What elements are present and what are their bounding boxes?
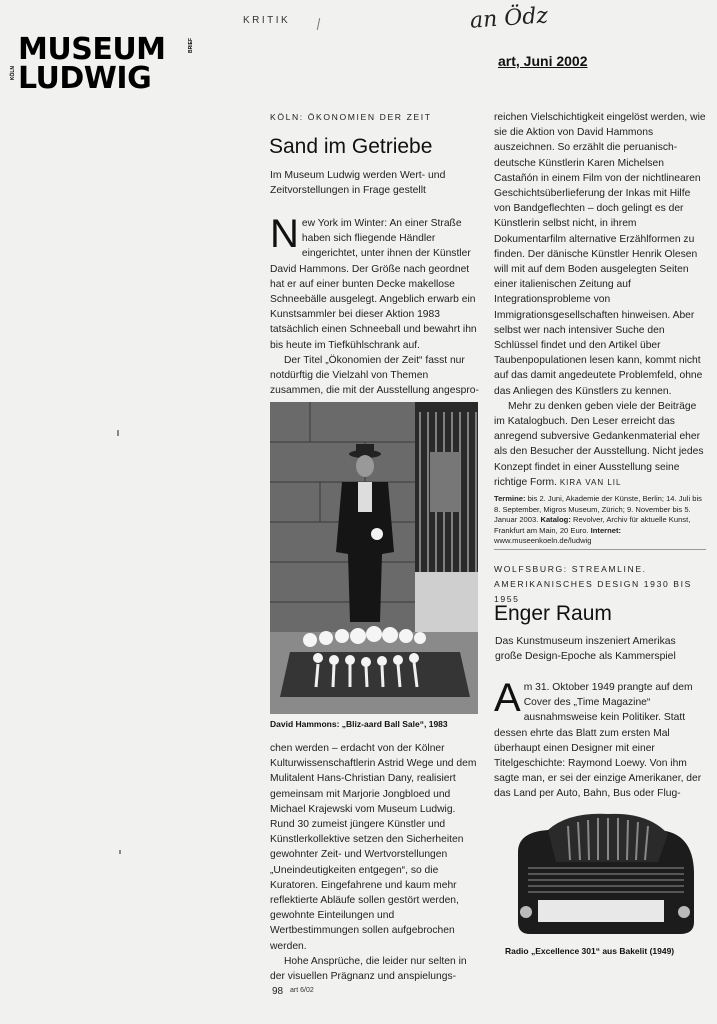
hammons-photo-illustration	[270, 402, 478, 714]
section-label: KRITIK	[243, 15, 291, 26]
info-internet-label: Internet:	[590, 525, 622, 535]
info-termine: bis 2. Juni, Akademie der Künste, Berlin; 14. Juli bis 8. September, Migros Museum, Zürich; 9. November bis 5. Januar 2003.	[494, 494, 702, 525]
article1-title: Sand im Getriebe	[269, 135, 433, 158]
radio-illustration	[508, 812, 702, 942]
publication-date: art, Juni 2002	[498, 53, 588, 69]
logo-tag-right: BRIEF	[188, 38, 194, 53]
article1-paragraph-3: chen werden – erdacht von der Kölner Kulturwissenschaftlerin Astrid Wege und dem Mulitalent Hans-Christian Dany, realisiert gemeinsam mit Marjorie Jongbloed und Michael Krajewski vom Museum Ludwig. Rund 30 zumeist jüngere Künstler und Künstlerkollektive setzen den Sicherheiten gewohnter Zeit- und Wertvorstellungen „Uneindeutigkeiten entgegen“, so die Kuratoren. Eingefahrene und kaum mehr reflektierte Abläufe sollen gestört werden, gewohnte Einteilungen und Wertbestimmungen sollen aufgebrochen werden.	[270, 743, 477, 952]
article1-continued	[270, 741, 480, 984]
article1-intro	[270, 212, 480, 398]
hammons-photo	[270, 402, 478, 714]
article1-paragraph-1	[270, 212, 480, 353]
article1-p1-text: ew York im Winter: An einer Straße haben sich fliegende Händler eingerichtet, unter ihnen der Künstler David Hammons. Der Größe nach geordnet hat er auf einer bunten Decke makellose Schneebälle ausgelegt. Angeblich erwarb ein Kunstsammler bei dieser Aktion 1983 tatsächlich einen Schneeball und bewahrt ihn bis heute im Tiefkühlschrank auf.	[270, 218, 477, 351]
article1-p6-text: Mehr zu denken geben viele der Beiträge im Katalogbuch. Den Leser erreicht das anregend subversive Gedankenmaterial eher als den Besucher der Ausstellung. Nicht jedes Konzept findet in einer Ausstellung seine richtige Form.	[494, 400, 704, 488]
author-signature: KIRA VAN LIL	[559, 477, 622, 487]
stray-mark	[117, 430, 119, 436]
hammons-photo-caption: David Hammons: „Bliz-aard Ball Sale“, 1983	[270, 719, 448, 729]
article1-column2	[494, 110, 706, 547]
handwritten-note: an Ödz	[469, 3, 549, 34]
info-internet: www.museenkoeln.de/ludwig	[494, 536, 592, 546]
article1-info-box	[494, 494, 706, 547]
logo-tag-left: KÖLN	[10, 66, 16, 81]
article1-paragraph-6	[494, 399, 706, 490]
page-number: 98	[272, 986, 284, 997]
article1-subtitle: Im Museum Ludwig werden Wert- und Zeitvorstellungen in Frage gestellt	[270, 170, 446, 196]
pen-mark	[317, 18, 320, 30]
article2-subtitle: Das Kunstmuseum inszeniert Amerikas große Design-Epoche als Kammerspiel	[495, 636, 676, 662]
info-katalog: Revolver, Archiv für aktuelle Kunst, Frankfurt am Main, 20 Euro.	[494, 515, 691, 535]
radio-photo-caption: Radio „Excellence 301“ aus Bakelit (1949)	[505, 946, 675, 956]
article2-p1-text: m 31. Oktober 1949 prangte auf dem Cover des „Time Magazine“ ausnahmsweise kein Politiker. Statt dessen ehrte das Blatt zum ersten Mal überhaupt einen Designer mit einer Titelgeschichte: Raymond Loewy. Von ihm sagte man, er sei der einzige Amerikaner, der das Land per Auto, Bahn, Bus oder Flug-	[494, 682, 702, 800]
dropcap-n: N	[270, 212, 299, 256]
museum-logo-line2: LUDWIG	[18, 61, 152, 96]
article-divider	[494, 549, 706, 550]
article1-kicker: KÖLN: ÖKONOMIEN DER ZEIT	[270, 112, 432, 122]
article2-kicker: WOLFSBURG: STREAMLINE. AMERIKANISCHES DESIGN 1930 BIS 1955	[494, 564, 692, 604]
article1-paragraph-2: Der Titel „Ökonomien der Zeit“ fasst nur notdürftig die Vielzahl von Themen zusammen, die mit der Ausstellung angespro-	[270, 354, 479, 397]
article2-title: Enger Raum	[494, 602, 612, 625]
article2-body	[494, 676, 706, 802]
article2-paragraph-1	[494, 676, 706, 802]
issue-label: art 6/02	[290, 987, 314, 994]
article1-paragraph-5: reichen Vielschichtigkeit eingelöst werden, wie sie die Aktion von David Hammons auszeichnen. So erzählt die peruanisch-deutsche Künstlerin Karen Michelsen Castañón in einem Film von der nichtlinearen Geschichtsüberlieferung der Inkas mit Hilfe von Bandgeflechten – doch gelingt es der Künstlerin selbst nicht, in ihrem Dokumentarfilm alternative Erzählformen zu finden. Der dänische Künstler Henrik Olesen will mit auf dem Boden ausgelegten Seiten einer italienischen Zeitung auf Integrationsprobleme von Immigrationsgesellschaften hinweisen. Aber selbst wer nach intensiver Suche den Schlüssel findet und den Artikel über Taubenpopulationen lesen kann, kommt nicht auf das damit angedeutete Problemfeld, ohne das Anliegen des Künstlers zu kennen.	[494, 112, 706, 397]
radio-photo	[508, 812, 702, 942]
article1-paragraph-4: Hohe Ansprüche, die leider nur selten in der visuellen Prägnanz und anspielungs-	[270, 955, 467, 983]
info-katalog-label: Katalog:	[540, 515, 571, 525]
museum-logo-line1: MUSEUM	[18, 32, 166, 67]
dropcap-a: A	[494, 676, 521, 720]
info-termine-label: Termine:	[494, 494, 526, 504]
stray-mark	[119, 850, 121, 854]
